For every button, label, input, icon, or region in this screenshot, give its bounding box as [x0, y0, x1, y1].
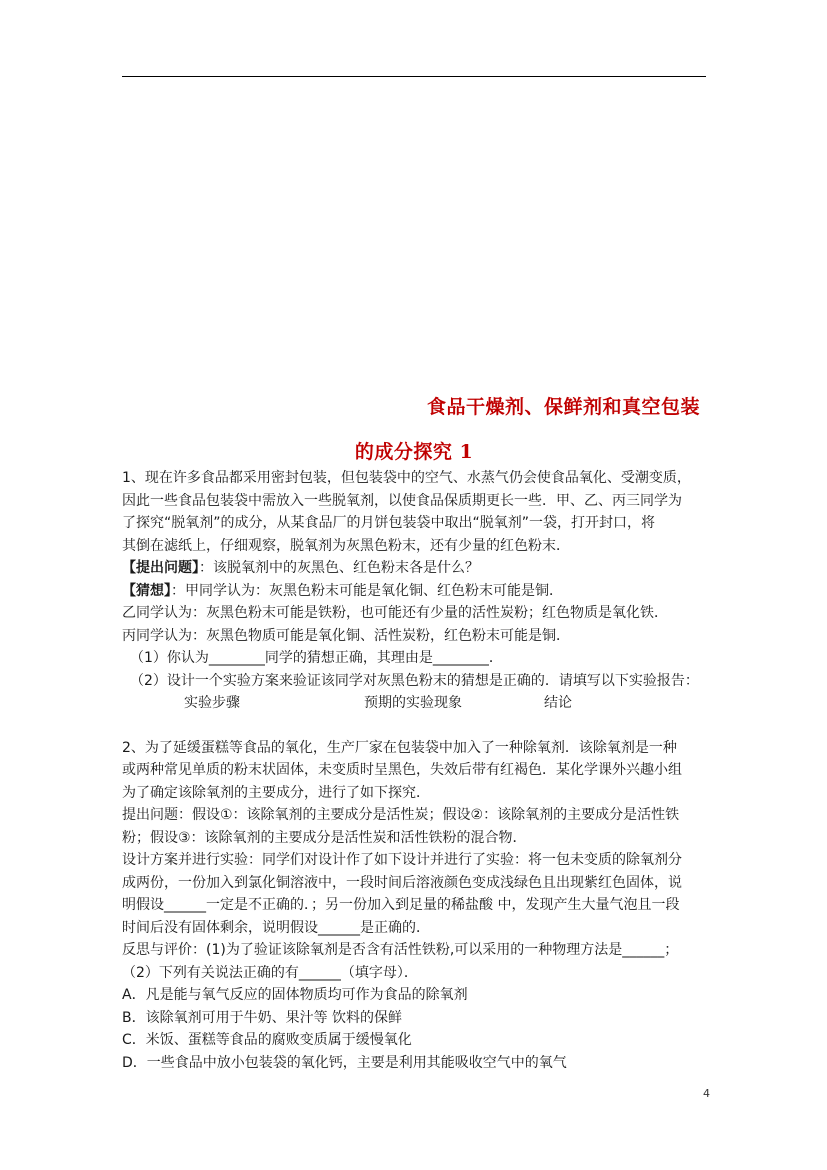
- guess-text: ：甲同学认为：灰黑色粉末可能是氧化铜、红色粉末可能是铜．: [171, 582, 563, 599]
- q2-option-a: A．凡是能与氧气反应的固体物质均可作为食品的除氧剂: [122, 987, 468, 1003]
- q2-line-9: 时间后没有固体剩余，说明假设______是正确的．: [122, 919, 430, 936]
- q1-line-3: 了探究“脱氧剂”的成分，从某食品厂的月饼包装袋中取出“脱氧剂”一袋，打开封口，将: [122, 515, 656, 531]
- q2-line-2: 或两种常见单质的粉末状固体，未变质时呈黑色，失效后带有红褐色．某化学课外兴趣小组: [122, 762, 682, 778]
- report-header-row: [122, 692, 712, 715]
- q1-line-4: 其倒在滤纸上，仔细观察，脱氧剂为灰黑色粉末，还有少量的红色粉末．: [122, 537, 570, 554]
- q2-line-3: 为了确定该除氧剂的主要成分，进行了如下探究．: [122, 784, 430, 801]
- q2-option-d: D．一些食品中放小包装袋的氧化钙，主要是利用其能吸收空气中的氧气: [122, 1054, 567, 1071]
- q2-line-8: 明假设______一定是不正确的．；另一份加入到足量的稀盐酸 中，发现产生大量气泡且一段: [122, 897, 680, 913]
- q2-line-11: （2）下列有关说法正确的有______（填字母）．: [122, 964, 418, 981]
- section-spacer: [122, 715, 712, 737]
- q2-line-7: 成两份，一份加入到氯化铜溶液中，一段时间后溶液颜色变成浅绿色且出现紫红色固体，说: [122, 874, 682, 891]
- q1-yi-guess: 乙同学认为：灰黑色粉末可能是铁粉，也可能还有少量的活性炭粉；红色物质是氧化铁．: [122, 605, 668, 621]
- q1-sub-question-1: （1）你认为________同学的猜想正确，其理由是________．: [130, 650, 503, 666]
- report-header-steps: 实验步骤: [184, 695, 240, 711]
- question-text: ：该脱氧剂中的灰黑色、红色粉末各是什么？: [199, 560, 479, 576]
- q1-line-1: 1、现在许多食品都采用密封包装，但包装袋中的空气、水蒸气仍会使食品氧化、受潮变质，: [122, 470, 691, 486]
- q2-line-6: 设计方案并进行实验：同学们对设计作了如下设计并进行了实验：将一包未变质的除氧剂分: [122, 852, 682, 868]
- q2-line-5: 粉；假设③：该除氧剂的主要成分是活性炭和活性铁粉的混合物．: [122, 829, 527, 846]
- q2-option-b: B．该除氧剂可用于牛奶、果汁等 饮料的保鲜: [122, 1009, 403, 1026]
- q1-question: [122, 557, 712, 580]
- page-number: 4: [703, 1087, 710, 1100]
- q1-sub-question-2: （2）设计一个实验方案来验证该同学对灰黑色粉末的猜想是正确的．请填写以下实验报告：: [130, 672, 699, 689]
- guess-label: 【猜想】: [122, 582, 171, 599]
- q2-option-c: C．米饭、蛋糕等食品的腐败变质属于缓慢氧化: [122, 1032, 412, 1048]
- document-title-line-2: 的成分探究 1: [354, 441, 474, 463]
- report-header-conclusion: 结论: [544, 695, 572, 711]
- q2-line-10: 反思与评价：(1)为了验证该除氧剂是否含有活性铁粉,可以采用的一种物理方法是______；: [122, 942, 679, 958]
- q1-bing-guess: 丙同学认为：灰黑色物质可能是氧化铜、活性炭粉，红色粉末可能是铜．: [122, 627, 570, 644]
- document-body: [122, 467, 712, 1074]
- q2-line-4: 提出问题：假设①：该除氧剂的主要成分是活性炭；假设②：该除氧剂的主要成分是活性铁: [122, 807, 680, 823]
- document-title-line-1: 食品干燥剂、保鲜剂和真空包装: [426, 396, 700, 418]
- report-header-phenomena: 预期的实验现象: [364, 695, 462, 711]
- q1-line-2: 因此一些食品包装袋中需放入一些脱氧剂，以使食品保质期更长一些．甲、乙、丙三同学为: [122, 492, 682, 509]
- question-label: 【提出问题】: [122, 560, 199, 576]
- q2-line-1: 2、为了延缓蛋糕等食品的氧化，生产厂家在包装袋中加入了一种除氧剂．该除氧剂是一种: [122, 739, 677, 756]
- q1-guess: [122, 580, 712, 603]
- header-rule: [122, 76, 706, 77]
